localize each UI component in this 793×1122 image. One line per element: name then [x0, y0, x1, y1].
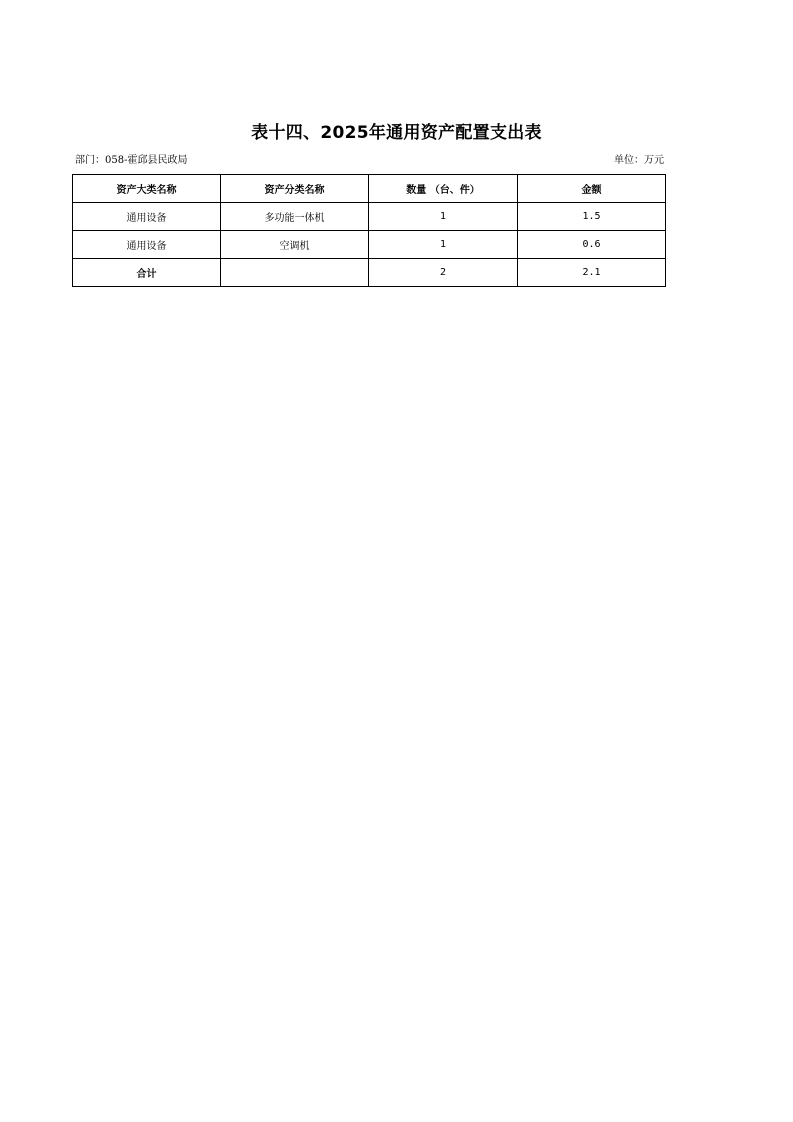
total-amount: 2.1	[518, 259, 666, 287]
unit-label: 单位：万元	[614, 155, 664, 166]
header-amount: 金额	[518, 175, 666, 203]
cell-category: 通用设备	[73, 203, 221, 231]
header-quantity: 数量 （台、件）	[369, 175, 518, 203]
total-row	[73, 259, 666, 287]
cell-quantity: 1	[369, 203, 518, 231]
department-label: 部门：058-霍邱县民政局	[75, 155, 188, 166]
cell-subcategory: 多功能一体机	[221, 203, 369, 231]
page-title: 表十四、2025年通用资产配置支出表	[251, 123, 542, 143]
table-row	[73, 203, 666, 231]
cell-subcategory: 空调机	[221, 231, 369, 259]
header-asset-category: 资产大类名称	[73, 175, 221, 203]
cell-amount: 1.5	[518, 203, 666, 231]
cell-quantity: 1	[369, 231, 518, 259]
total-subcategory	[221, 259, 369, 287]
cell-amount: 0.6	[518, 231, 666, 259]
total-label: 合计	[73, 259, 221, 287]
cell-category: 通用设备	[73, 231, 221, 259]
table-row	[73, 231, 666, 259]
asset-expenditure-table	[72, 174, 666, 287]
header-asset-subcategory: 资产分类名称	[221, 175, 369, 203]
table-header-row	[73, 175, 666, 203]
total-quantity: 2	[369, 259, 518, 287]
